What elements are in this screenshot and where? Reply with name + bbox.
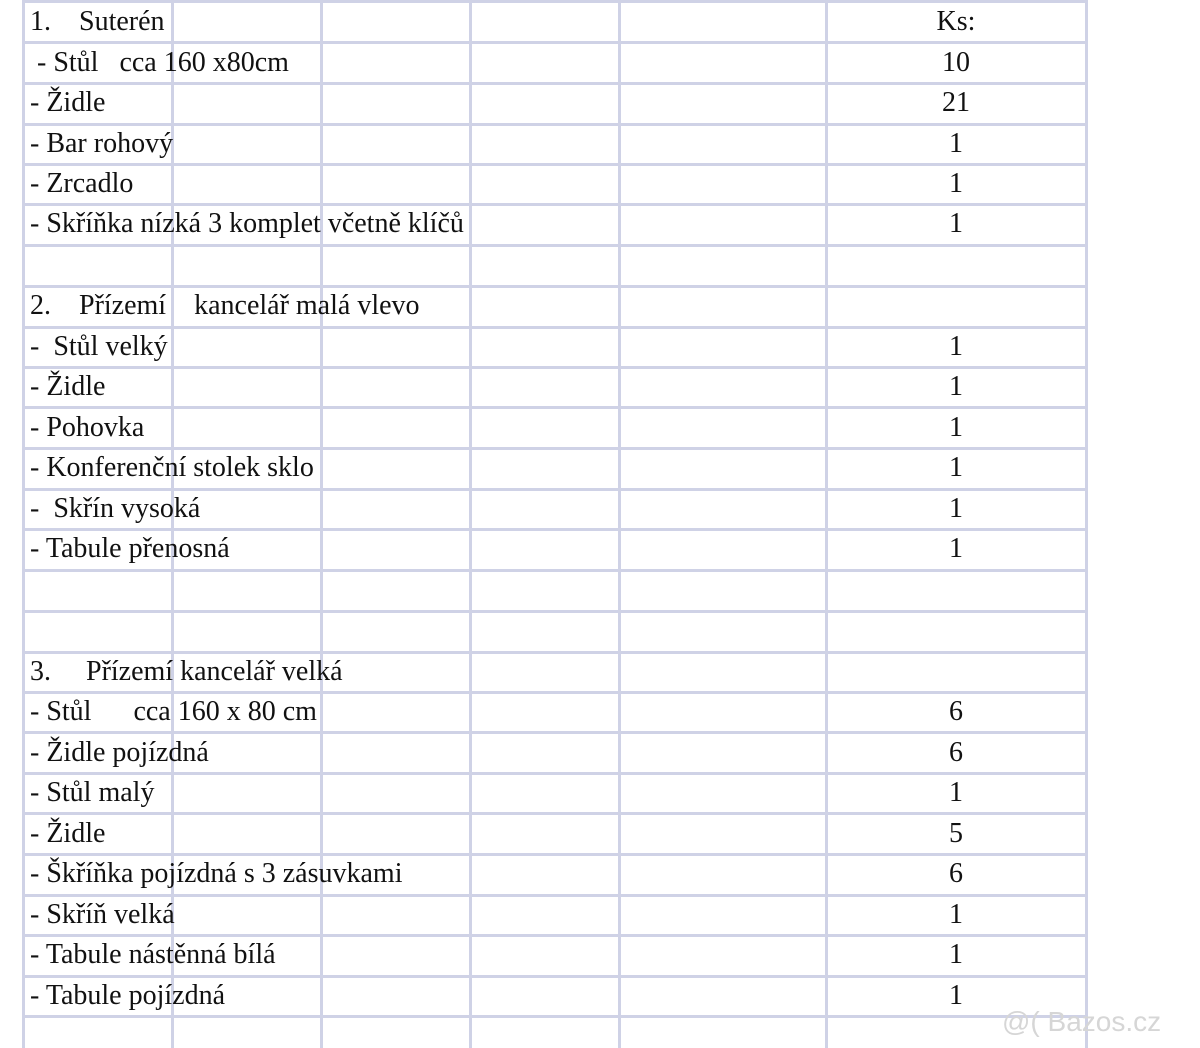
item-quantity — [910, 245, 1002, 285]
item-label: - Pohovka — [30, 412, 145, 443]
item-label: - Skřín vysoká — [30, 493, 201, 524]
item-label: - Stůl cca 160 x80cm — [30, 47, 289, 78]
item-quantity — [910, 286, 1002, 326]
table-row — [0, 83, 1200, 123]
item-label: - Tabule přenosná — [30, 533, 230, 564]
item-quantity: 21 — [942, 87, 970, 118]
item-label: - Škříňka pojízdná s 3 zásuvkami — [30, 858, 403, 889]
table-row — [0, 692, 1200, 732]
table-row — [0, 245, 1200, 285]
item-label: - Židle pojízdná — [30, 737, 209, 768]
item-quantity: 6 — [949, 737, 963, 768]
item-quantity: 1 — [949, 533, 963, 564]
table-row — [0, 489, 1200, 529]
item-quantity — [910, 611, 1002, 651]
table-row — [0, 773, 1200, 813]
table-row — [0, 204, 1200, 244]
item-label: - Stůl cca 160 x 80 cm — [30, 696, 317, 727]
item-label: - Tabule pojízdná — [30, 980, 226, 1011]
item-label: - Židle — [30, 818, 106, 849]
item-quantity: 1 — [949, 128, 963, 159]
item-label: - Skříňka nízká 3 komplet včetně klíčů — [30, 208, 464, 239]
item-quantity: 6 — [949, 858, 963, 889]
table-row — [0, 124, 1200, 164]
item-quantity: 5 — [949, 818, 963, 849]
item-label: - Stůl velký — [30, 331, 168, 362]
item-label: - Zrcadlo — [30, 168, 134, 199]
table-row — [0, 327, 1200, 367]
item-quantity: 6 — [949, 696, 963, 727]
item-quantity: 1 — [949, 980, 963, 1011]
item-quantity: Ks: — [936, 6, 976, 37]
item-quantity — [910, 652, 1002, 692]
table-row — [0, 43, 1200, 83]
table-row — [0, 2, 1200, 42]
table-row — [0, 164, 1200, 204]
table-row — [0, 367, 1200, 407]
item-quantity: 1 — [949, 899, 963, 930]
section-heading: 2. Přízemí kancelář malá vlevo — [30, 290, 420, 321]
item-quantity — [910, 570, 1002, 610]
item-quantity: 1 — [949, 777, 963, 808]
item-quantity: 1 — [949, 493, 963, 524]
table-row — [0, 935, 1200, 975]
item-quantity: 10 — [942, 47, 970, 78]
item-quantity: 1 — [949, 452, 963, 483]
item-label: - Židle — [30, 371, 106, 402]
table-row — [0, 854, 1200, 894]
item-label: - Tabule nástěnná bílá — [30, 939, 276, 970]
table-row — [0, 529, 1200, 569]
table-row — [0, 570, 1200, 610]
item-label: - Židle — [30, 87, 106, 118]
item-label: - Stůl malý — [30, 777, 155, 808]
table-row — [0, 895, 1200, 935]
table-row — [0, 814, 1200, 854]
item-quantity: 1 — [949, 412, 963, 443]
site-watermark: @( Bazos.cz — [1002, 1006, 1162, 1037]
item-label: - Skříň velká — [30, 899, 175, 930]
table-row — [0, 448, 1200, 488]
section-heading: 3. Přízemí kancelář velká — [30, 656, 343, 687]
item-quantity: 1 — [949, 371, 963, 402]
item-label: - Bar rohový — [30, 128, 174, 159]
item-label: 1. Suterén — [30, 6, 165, 37]
item-quantity: 1 — [949, 939, 963, 970]
table-row — [0, 408, 1200, 448]
table-row — [0, 286, 1200, 326]
item-quantity: 1 — [949, 168, 963, 199]
item-quantity: 1 — [949, 208, 963, 239]
item-label: - Konferenční stolek sklo — [30, 452, 314, 483]
table-row — [0, 611, 1200, 651]
item-quantity: 1 — [949, 331, 963, 362]
table-row — [0, 652, 1200, 692]
table-row — [0, 733, 1200, 773]
